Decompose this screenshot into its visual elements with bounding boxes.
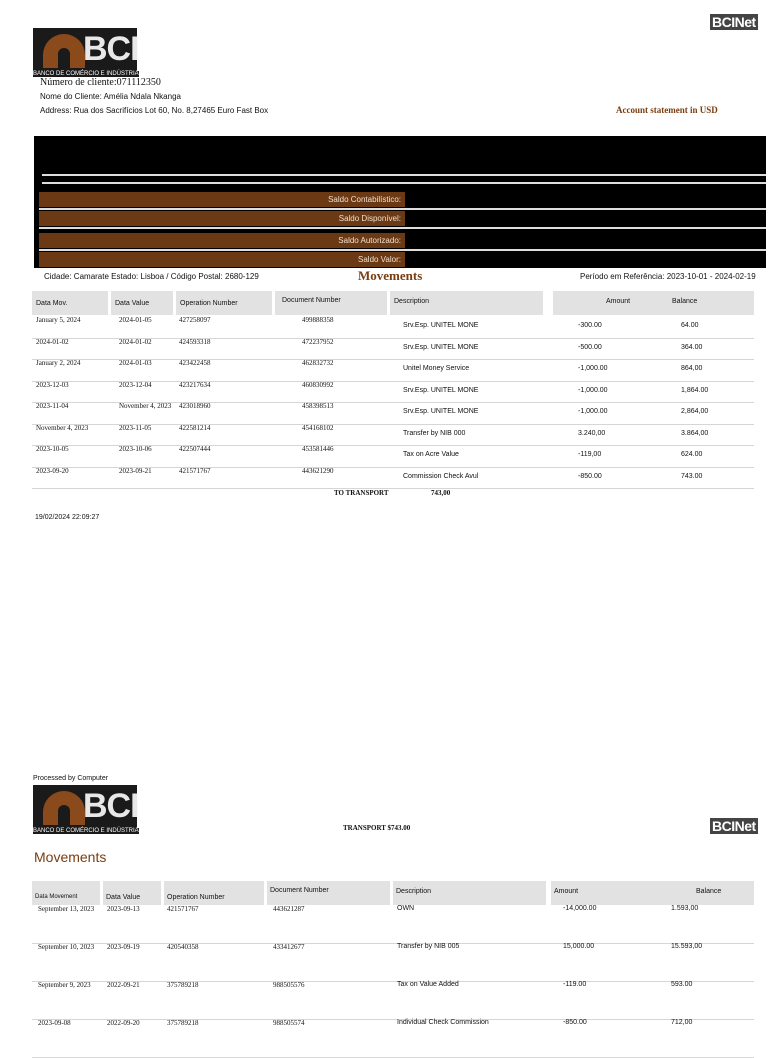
cell-operation: 427258097 — [179, 316, 211, 324]
cell-date: November 4, 2023 — [36, 423, 89, 432]
cell-description: Srv.Esp. UNITEL MONE — [403, 408, 479, 415]
cell-balance: 864,00 — [681, 365, 703, 372]
cell-value-date: 2022-09-21 — [107, 981, 140, 989]
cell-balance: 712,00 — [671, 1019, 693, 1026]
table-row — [32, 381, 754, 404]
table-row — [32, 359, 754, 382]
transport-label: TRANSPORT $743.00 — [343, 824, 411, 832]
divider — [39, 249, 766, 251]
cell-amount: -1,000.00 — [578, 386, 608, 394]
cell-description: Commission Check Avul — [403, 472, 479, 480]
cell-date: 2023-12-03 — [36, 380, 69, 389]
cell-value-date: November 4, 2023 — [119, 402, 172, 410]
cell-operation: 375789218 — [167, 1019, 199, 1027]
cell-operation: 424593318 — [179, 337, 211, 346]
processed-note: Processed by Computer — [33, 775, 109, 782]
timestamp: 19/02/2024 22:09:27 — [35, 514, 100, 521]
bank-logo — [33, 785, 139, 834]
cell-amount: -119,00 — [578, 451, 602, 458]
cell-value-date: 2023-09-19 — [107, 943, 140, 951]
to-transport-value: 743,00 — [431, 489, 451, 497]
cell-operation: 421571767 — [179, 466, 211, 475]
cell-document: 443621287 — [273, 905, 305, 913]
cell-amount: -1,000.00 — [578, 365, 608, 372]
table-row — [32, 467, 754, 490]
cell-amount: -850.00 — [563, 1019, 587, 1026]
cell-description: Tax on Value Added — [397, 981, 459, 988]
logo-letters: BCI — [83, 787, 139, 825]
col-header-date: Data Mov. — [32, 291, 108, 315]
cell-value-date: 2023-11-05 — [119, 423, 152, 432]
period-line: Período em Referência: 2023-10-01 - 2024-02-19 — [580, 272, 756, 281]
cell-document: 453581446 — [302, 445, 334, 453]
table-row — [32, 402, 754, 425]
cell-value-date: 2023-10-06 — [119, 445, 152, 453]
divider — [42, 174, 766, 176]
cell-document: 988505576 — [273, 981, 305, 989]
cell-description: Transfer by NIB 000 — [403, 429, 466, 437]
cell-amount: 3.240,00 — [578, 429, 606, 437]
bcinet-brand: BCINet — [712, 14, 756, 30]
cell-description: Tax on Acre Value — [403, 451, 459, 458]
city-line: Cidade: Camarate Estado: Lisboa / Código Postal: 2680-129 — [44, 272, 259, 281]
logo-letters: BCI — [83, 30, 139, 68]
cell-document: 462832732 — [302, 359, 334, 367]
col-header-document: Document Number — [275, 291, 387, 315]
cell-operation: 420540358 — [167, 943, 199, 951]
cell-document: 443621290 — [302, 466, 334, 475]
cell-operation: 375789218 — [167, 981, 199, 989]
col-header-value: Data Value — [111, 291, 173, 315]
cell-date: 2023-09-08 — [38, 1019, 71, 1027]
col-header-operation: Operation Number — [176, 291, 272, 315]
cell-date: 2023-09-20 — [36, 466, 69, 475]
movements-title: Movements — [358, 268, 423, 283]
cell-balance: 3.864,00 — [681, 429, 709, 437]
table-row — [32, 1019, 754, 1058]
cell-balance: 743.00 — [681, 472, 703, 480]
cell-operation: 421571767 — [167, 905, 199, 913]
saldo-autorizado-label: Saldo Autorizado: — [39, 233, 405, 248]
statement-title: Account statement in USD — [616, 105, 718, 115]
cell-amount: -500.00 — [578, 343, 602, 351]
cell-operation: 422507444 — [179, 445, 211, 453]
cell-document: 454168102 — [302, 423, 334, 432]
movements-title-page2: Movements — [34, 849, 107, 865]
cell-date: January 2, 2024 — [36, 359, 81, 367]
cell-amount: -850.00 — [578, 472, 602, 480]
table-row — [32, 981, 754, 1020]
col-header-description: Description — [393, 881, 546, 905]
cell-balance: 593.00 — [671, 981, 693, 988]
cell-balance: 15.593,00 — [671, 943, 703, 950]
cell-date: September 9, 2023 — [38, 981, 91, 989]
cell-document: 433412677 — [273, 943, 305, 951]
client-number: Número de cliente:071112350 — [40, 77, 161, 88]
table-row — [32, 424, 754, 447]
cell-balance: 64.00 — [681, 322, 699, 329]
bcinet-brand: BCINet — [712, 818, 756, 834]
cell-balance: 1,864.00 — [681, 386, 709, 394]
cell-document: 460830992 — [302, 380, 334, 389]
saldo-disponivel-label: Saldo Disponível: — [39, 211, 405, 226]
saldo-contabilistico-label: Saldo Contabilístico: — [39, 192, 405, 207]
cell-value-date: 2022-09-20 — [107, 1019, 140, 1027]
col-header-value: Data Value — [103, 881, 161, 905]
divider — [39, 208, 766, 210]
col-header-operation: Operation Number — [164, 881, 264, 905]
col-header-date: Data Movement — [32, 881, 100, 905]
cell-date: September 13, 2023 — [38, 905, 95, 913]
logo-subtitle: BANCO DE COMÉRCIO E INDÚSTRIA — [33, 828, 139, 834]
cell-balance: 624.00 — [681, 451, 703, 458]
cell-description: Srv.Esp. UNITEL MONE — [403, 386, 479, 394]
cell-description: Srv.Esp. UNITEL MONE — [403, 322, 479, 329]
cell-balance: 2,864,00 — [681, 408, 709, 415]
cell-date: September 10, 2023 — [38, 943, 95, 951]
divider — [42, 182, 766, 184]
cell-description: Unitel Money Service — [403, 365, 470, 372]
cell-amount: -300.00 — [578, 322, 602, 329]
cell-value-date: 2024-01-05 — [119, 316, 152, 324]
col-header-document: Document Number — [267, 881, 390, 905]
logo-arch-icon — [43, 791, 85, 825]
logo-subtitle: BANCO DE COMÉRCIO E INDÚSTRIA — [33, 71, 139, 77]
cell-document: 472237952 — [302, 337, 334, 346]
cell-amount: -14,000.00 — [563, 905, 597, 912]
table-row — [32, 338, 754, 361]
cell-date: 2023-11-04 — [36, 402, 69, 410]
col-header-amount-balance: Amount Balance — [553, 291, 754, 315]
cell-operation: 423217634 — [179, 380, 211, 389]
cell-value-date: 2023-09-21 — [119, 466, 152, 475]
cell-amount: -119.00 — [563, 981, 587, 988]
saldo-valor-label: Saldo Valor: — [39, 252, 405, 267]
cell-description: Srv.Esp. UNITEL MONE — [403, 343, 479, 351]
cell-value-date: 2023-09-13 — [107, 905, 140, 913]
cell-description: Transfer by NIB 005 — [397, 943, 460, 950]
cell-operation: 423018960 — [179, 402, 211, 410]
client-name: Nome do Cliente: Amélia Ndala Nkanga — [40, 92, 181, 101]
divider — [39, 227, 766, 229]
client-address: Address: Rua dos Sacrifícios Lot 60, No. 8,27465 Euro Fast Box — [40, 106, 269, 115]
cell-document: 988505574 — [273, 1019, 305, 1027]
cell-value-date: 2023-12-04 — [119, 380, 152, 389]
cell-description: Individual Check Commission — [397, 1019, 489, 1026]
cell-document: 499888358 — [302, 316, 334, 324]
cell-amount: 15,000.00 — [563, 943, 595, 950]
cell-date: 2023-10-05 — [36, 445, 69, 453]
col-header-amount-balance: Amount Balance — [551, 881, 754, 905]
table-row — [32, 905, 754, 944]
cell-description: OWN — [397, 905, 415, 912]
cell-operation: 423422458 — [179, 359, 211, 367]
to-transport-label: TO TRANSPORT — [334, 489, 389, 497]
cell-value-date: 2024-01-03 — [119, 359, 152, 367]
cell-date: 2024-01-02 — [36, 337, 69, 346]
cell-date: January 5, 2024 — [36, 316, 81, 324]
table-row — [32, 445, 754, 468]
table-row — [32, 316, 754, 339]
cell-value-date: 2024-01-02 — [119, 337, 152, 346]
cell-document: 458398513 — [302, 402, 334, 410]
cell-balance: 364.00 — [681, 343, 703, 351]
cell-operation: 422581214 — [179, 423, 211, 432]
col-header-description: Description — [390, 291, 543, 315]
cell-balance: 1.593,00 — [671, 905, 699, 912]
logo-arch-icon — [43, 34, 85, 68]
table-row — [32, 943, 754, 982]
cell-amount: -1,000.00 — [578, 408, 608, 415]
bank-logo — [33, 28, 139, 77]
